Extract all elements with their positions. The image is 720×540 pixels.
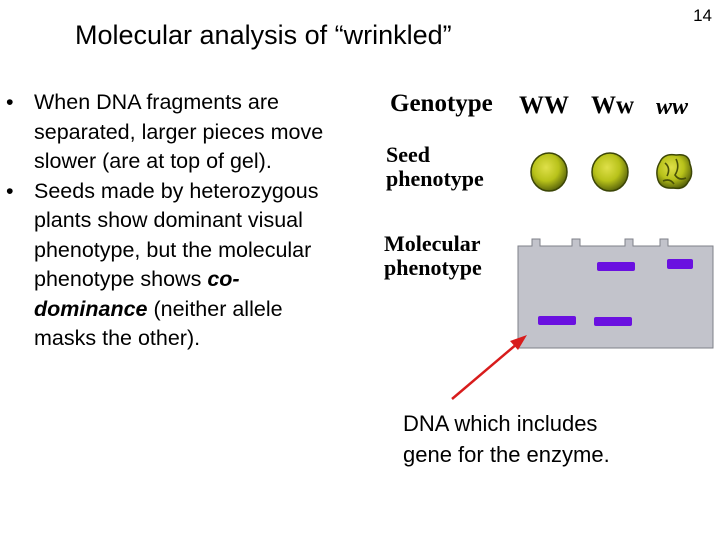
gel-band-heterozygous-lower <box>594 317 632 326</box>
genotype-ww-homozygous-recessive: ww <box>656 94 689 120</box>
genotype-ww-heterozygous: Ww <box>591 92 635 119</box>
gel-band-heterozygous-upper <box>597 262 635 271</box>
caption-line1: DNA which includes <box>403 411 598 436</box>
slide-title: Molecular analysis of “wrinkled” <box>75 20 452 50</box>
bullet-text-after: (neither allele masks the other). <box>34 296 283 350</box>
caption-line2: gene for the enzyme. <box>403 442 610 467</box>
bullet-marker: • <box>6 90 14 114</box>
gel-slab <box>518 239 713 348</box>
seed-label-line2: phenotype <box>386 166 484 192</box>
caption-arrow <box>452 343 518 399</box>
page-number: 14 <box>693 6 712 25</box>
genotype-ww-homozygous-dominant: WW <box>519 92 569 119</box>
seed-label-line1: Seed <box>386 142 430 167</box>
bullet-text: When DNA fragments are separated, larger pieces move slower (are at top of gel). <box>34 90 324 173</box>
genotype-label: Genotype <box>390 90 493 117</box>
gel-band-recessive-upper <box>667 259 693 269</box>
caption <box>403 408 610 470</box>
bullet-text-before: Seeds made by heterozygous plants show dominant visual phenotype, but the molecular phenotype shows <box>34 178 319 291</box>
bullet-emphasis: co-dominance <box>34 267 240 321</box>
molecular-label-line2: phenotype <box>384 255 482 281</box>
bullet-marker: • <box>6 178 14 203</box>
seed-round-ww <box>531 153 567 191</box>
seed-round-heterozygous <box>592 153 628 191</box>
gel-band-ww-lower <box>538 316 576 325</box>
seed-wrinkled <box>657 155 692 189</box>
molecular-label-line1: Molecular <box>384 231 481 256</box>
